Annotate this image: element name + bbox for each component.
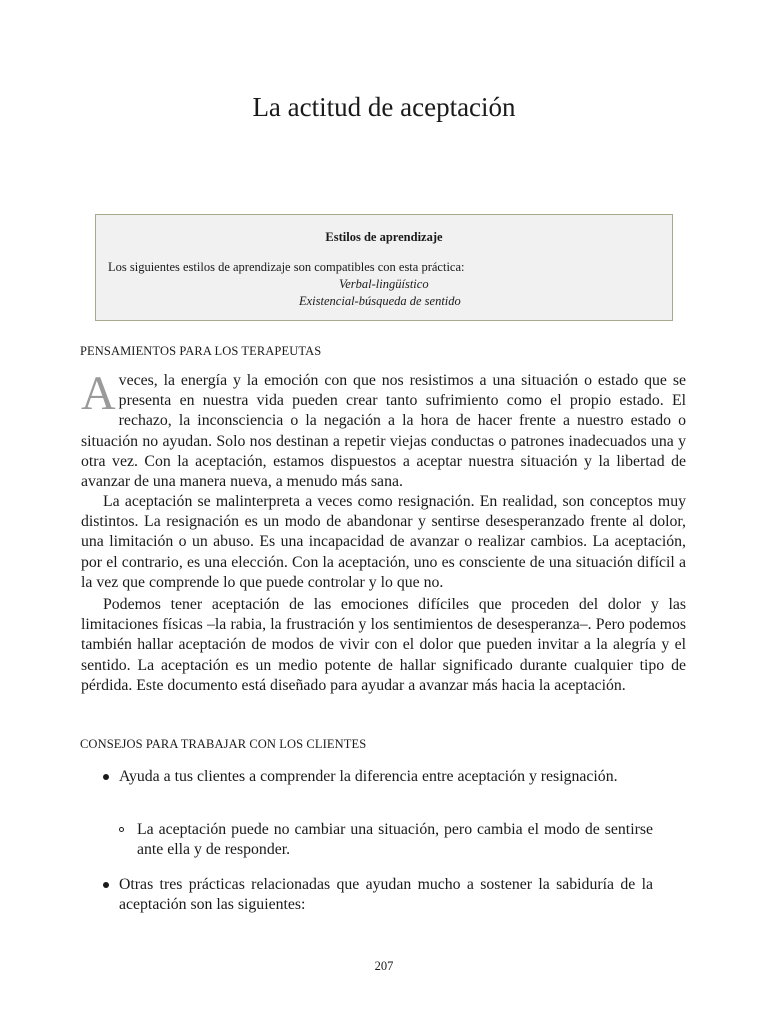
paragraph-2: La aceptación se malinterpreta a veces como resignación. En realidad, son conceptos muy distintos. La resignación es un modo de abandonar y sentirse desesperanzado frente al dolor, una limitación o un abuso. Es una incapacidad de avanzar o realizar cambios. La aceptación, por el contrario, es una elección. Con la aceptación, uno es consciente de una situación difícil a la vez que comprende lo que puede controlar y lo que no. (81, 493, 686, 591)
learning-styles-intro: Los siguientes estilos de aprendizaje son compatibles con esta práctica: (108, 260, 465, 274)
learning-style-item: Verbal-lingüístico (339, 277, 429, 291)
paragraph-1-text: veces, la energía y la emoción con que nos resistimos a una situación o estado que se presenta en nuestra vida pueden crear tanto sufrimiento como el propio estado. El rechazo, la inconsciencia o la negación a la hora de hacer frente a nuestro estado o situación no ayudan. Solo nos destinan a repetir viejas conductas o patrones inadecuados una y otra vez. Con la aceptación, estamos dispuestos a aceptar nuestra situación y la libertad de avanzar de una manera nueva, a menudo más sana. (81, 372, 686, 491)
page-number: 207 (374, 959, 394, 973)
learning-styles-title: Estilos de aprendizaje (325, 230, 443, 244)
section-heading-therapists: PENSAMIENTOS PARA LOS TERAPEUTAS (80, 344, 322, 358)
section-heading-clients: CONSEJOS PARA TRABAJAR CON LOS CLIENTES (80, 737, 367, 751)
learning-style-item: Existencial-búsqueda de sentido (299, 294, 461, 308)
bullet-disc-icon (103, 774, 109, 780)
learning-styles-box (95, 214, 673, 321)
drop-cap: A (81, 367, 116, 420)
bullet-disc-icon (103, 882, 109, 888)
bullet-item: Otras tres prácticas relacionadas que ayudan mucho a sostener la sabiduría de la aceptación son las siguientes: (119, 876, 653, 914)
paragraph-1 (81, 367, 686, 492)
bullet-circle-icon (119, 827, 124, 832)
page-title: La actitud de aceptación (252, 92, 516, 122)
paragraph-3: Podemos tener aceptación de las emociones difíciles que proceden del dolor y las limitaciones físicas –la rabia, la frustración y los sentimientos de desesperanza–. Pero podemos también hallar aceptación de modos de vivir con el dolor que pueden invitar a la alegría y el sentido. La aceptación es un medio potente de hallar significado durante cualquier tipo de pérdida. Este documento está diseñado para ayudar a avanzar más hacia la aceptación. (81, 596, 686, 694)
bullet-item: Ayuda a tus clientes a comprender la diferencia entre aceptación y resignación. (119, 768, 618, 785)
sub-bullet-item: La aceptación puede no cambiar una situación, pero cambia el modo de sentirse ante ella y de responder. (137, 821, 653, 859)
